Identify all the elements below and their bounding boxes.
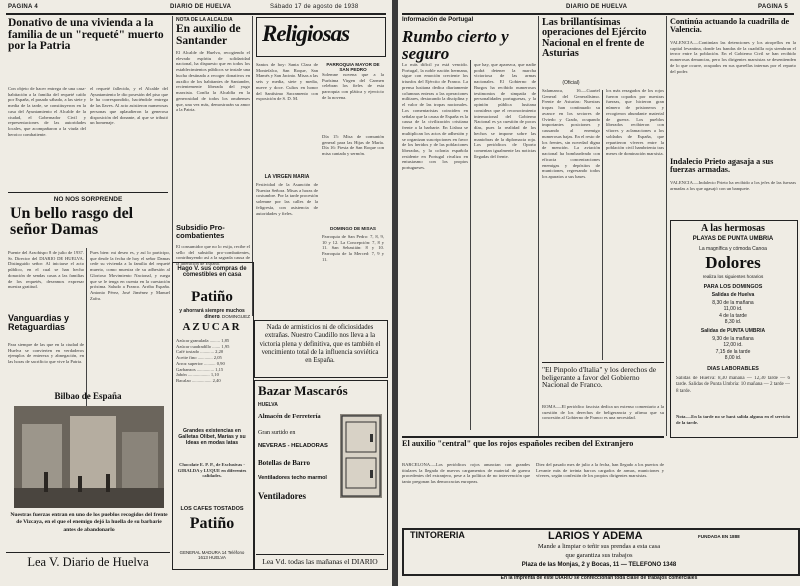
column-rule bbox=[538, 16, 539, 436]
ad-salidas-huelva: Salidas de Huelva bbox=[711, 292, 755, 298]
bottom-ad: Lea V. Diario de Huelva bbox=[27, 555, 149, 569]
price-list: Azúcar granulada ......... 1,85 Azúcar cuadradillo ....... 1,95 Café tostado ............ 2,20 Aceite fino ............. 2,05 Arroz superior .......... 0,90 Garbanzos ............... 1,15 Jabón ................... 1,10 Bacalao ................. 2,40 bbox=[176, 338, 230, 384]
article-body: Día 15: Misa de comunión general para las Hijas de María. Día 16: Fiesta de San Roque con misa cantada y sermón. bbox=[322, 134, 384, 157]
subtitle-parroquia: PARROQUIA MAYOR DE SAN PEDRO bbox=[326, 62, 380, 72]
ad-laborables: DIAS LABORABLES bbox=[707, 366, 759, 372]
article-body: Con objeto de hacer entrega de una casa-habitación a la familia del requeté caído por España, el pasado sábado, a las siete y media de la tarde, se constituyeron en la casa del Ayuntamiento el Alcalde de la ciudad, el Gobernador Civil y representaciones de las autoridades locales, que acompañaron a la viuda del heroico combatiente. bbox=[8, 86, 86, 137]
headline-indalecio: Indalecio Prieto agasaja a sus fuerzas armadas. bbox=[670, 157, 774, 175]
tint-line2: que garantiza sus trabajos bbox=[565, 552, 633, 559]
religiosas-title: Religiosas bbox=[262, 21, 350, 46]
headline-vivienda: Donativo de una vivienda a la familia de un "requeté" muerto por la Patria bbox=[8, 17, 164, 53]
ad-patino: Patiño bbox=[191, 289, 233, 305]
article-body: Puente del Arzobispo 8 de julio de 1937. Sr. Director del DIARIO DE HUELVA. Distinguido señor: Al iniciarse el acto público, en el cual se han hecho donación de sendas casas a las familias de los requetés, deseamos expresar nuestra gratitud. bbox=[8, 250, 84, 290]
ad-address: GENERAL MADURA 14 Teléfono 1613 HUELVA bbox=[179, 550, 245, 560]
schedule-laborables: Salidas de Huelva: 8,30 mañana — 12,30 tarde — 6 tarde. Salidas de Punta Umbría: 10 mañana — 2 tarde — 8 tarde. bbox=[676, 376, 790, 394]
bazar-line5: Ventiladores techo marmol bbox=[258, 475, 327, 481]
article-body: El Alcalde de Huelva, recogiendo el elevado espíritu de solidaridad nacional, ha dispuesto que en todos los establecimientos públicos se instale una hucha destinada a recoger donativos en auxilio de los habitantes de Santander, recientemente liberada del yugo marxista. Confía la Alcaldía en la generosidad de todos los onubenses que, una vez más, demostrarán su amor a la Patria. bbox=[176, 50, 250, 113]
tint-founded: FUNDADA EN 1888 bbox=[698, 534, 740, 539]
ad-patino2: Patiño bbox=[189, 515, 235, 532]
schedule-item: 8,30 de la mañana bbox=[712, 300, 754, 306]
subtitle-virgen: LA VIRGEN MARIA bbox=[264, 174, 310, 180]
ad-domingos: PARA LOS DOMINGOS bbox=[703, 284, 763, 290]
section-rule bbox=[402, 436, 664, 438]
article-body: Festividad de la Asunción de Nuestra Señora. Misas a horas de costumbre. Por la tarde procesión solemne por las calles de la feligresía, con asistencia de autoridades y fieles. bbox=[256, 182, 318, 216]
signature: J. DOMINGUEZ bbox=[217, 314, 250, 319]
bilbao-photo bbox=[14, 406, 164, 508]
subtitle-domingo: DOMINGO DE MISAS bbox=[330, 226, 376, 231]
schedule-item: 9,30 de la mañana bbox=[712, 336, 754, 342]
section-portugal: Información de Portugal bbox=[402, 16, 474, 23]
article-body: Para siempre de las que en la ciudad de Huelva se convierten en verdaderos ejemplos de entereza y abnegación, en las horas de sacrificio que vive la Patria. bbox=[8, 342, 84, 365]
schedule-item: 12,00 id. bbox=[723, 342, 743, 349]
bazar-line4: Botellas de Barro bbox=[258, 459, 310, 467]
ad-cafes: LOS CAFES TOSTADOS bbox=[180, 506, 244, 512]
photo-caption-title: Bilbao de España bbox=[54, 391, 122, 401]
section-rule bbox=[542, 362, 664, 363]
headline-auxilio-central: El auxilio "central" que los rojos españoles reciben del Extranjero bbox=[402, 439, 634, 448]
ad-hermosas: A las hermosas bbox=[701, 223, 765, 234]
ad-patino-sub: y ahorrará siempre muchos dinero bbox=[179, 308, 245, 320]
article-body: VALENCIA.—Indalecio Prieto ha recibido a los jefes de las fuerzas armadas a los que agasajó con un banquete. bbox=[670, 180, 796, 191]
article-body: ROMA.—El periódico fascista dedica un extenso comentario a la cuestión de los derechos de beligerancia y afirma que su concesión al Gobierno de Franco es una necesidad. bbox=[542, 404, 664, 421]
section-nota: NOTA DE LA ALCALDIA bbox=[176, 17, 233, 23]
article-body: BARCELONA.—Los periódicos rojos anuncian con grandes titulares la llegada de nuevos cargamentos de material de guerra procedentes del extranjero, pese a la política de no intervención que tanto pregonan las democracias europeas. bbox=[402, 462, 530, 485]
article-body: Parroquia de San Pedro: 7, 8, 9, 10 y 12. La Concepción: 7, 8 y 11. San Sebastián: 8 y 10. Parroquia de la Merced: 7, 9 y 11. bbox=[322, 234, 384, 262]
refrigerator-illustration bbox=[340, 414, 382, 498]
article-body: VALENCIA.—Continúan las detenciones y los atropellos en la capital levantina, donde las bandas de la cuadrilla roja siembran el terror entre la población. En el Gobierno Civil se han recibido numerosas denuncias, pero los dirigentes marxistas se desentienden de lo que ocurre, ocupados en sus querellas internas por el reparto del poder. bbox=[670, 40, 796, 74]
tint-brand: LARIOS Y ADEMA bbox=[548, 530, 643, 542]
section-oficial: (Oficial) bbox=[562, 80, 580, 86]
headline-vanguardias: Vanguardias y Retaguardias bbox=[8, 313, 70, 333]
imprenta-notice: En la Imprenta de este DIARIO se confeccionan toda clase de trabajos comerciales bbox=[500, 575, 698, 581]
schedule-item: 8,00 id. bbox=[724, 354, 742, 361]
header-rule bbox=[402, 13, 794, 15]
headline-rasgo: Un bello rasgo del señor Damas bbox=[10, 205, 134, 239]
header-rule bbox=[6, 13, 386, 15]
armisticio-text: Nada de armisticios ni de oficiosidades extrañas. Nuestro Caudillo nos lleva a la victoria plena y definitiva, que es también el vencimiento total de la influencia soviética en España. bbox=[259, 324, 381, 365]
article-body: Lo más difícil ya está vencido. Portugal, la noble nación hermana, sigue con emoción creciente los triunfos del Ejército de Franco. La prensa lusitana dedica diariamente columnas enteras a las operaciones militares, destacando la disciplina y el valor de las tropas nacionales. Los comentaristas coinciden en señalar que la causa de España es la causa de la civilización cristiana frente a la barbarie. En Lisboa se multiplican los actos de adhesión y se organizan suscripciones en favor de los heridos y de las poblaciones liberadas, y la colonia española residente en Portugal rivaliza en entusiasmo con los propios portugueses. bbox=[402, 62, 468, 171]
article-body: Solemne novena que a la Purísima Virgen del Carmen celebran los fieles de esta parroquia con plática y ejercicio de la novena. bbox=[322, 72, 384, 100]
photo-caption: Nuestras fuerzas entran en uno de los pueblos recogidos del frente de Vizcaya, en el que el enemigo dejó la huella de su barbarie antes de abandonarlo bbox=[10, 512, 168, 533]
left-date-line: Sábado 17 de agosto de 1938 bbox=[270, 4, 359, 10]
bazar-title: Bazar Mascarós bbox=[258, 383, 348, 398]
bazar-line3: NEVERAS - HELADORAS bbox=[258, 443, 328, 449]
left-page bbox=[0, 0, 392, 586]
subtitle-subsidio: Subsidio Pro-combatientes bbox=[176, 223, 225, 240]
headline-pinpolo: "El Pinpolo d'Italia" y los derechos de beligerante a favor del Gobierno Nacional de Franco. bbox=[542, 365, 657, 390]
schedule-huelva bbox=[672, 300, 794, 325]
tint-line1: Mande a limpiar o teñir sus prendas a esta casa bbox=[537, 543, 661, 550]
article-body: Salamanca, 16.—Cuartel General del Generalísimo. Frente de Asturias: Nuestras tropas han continuado su avance en los sectores de Oviedo y Grado, ocupando importantes posiciones y causando al enemigo numerosas bajas. En el resto de los frentes, sin novedad digna de mención. La aviación nacional ha bombardeado con eficacia concentraciones enemigas y depósitos de municiones, regresando todos los aparatos a sus bases. bbox=[542, 88, 600, 180]
schedule-item: 4 de la tarde bbox=[719, 312, 747, 319]
article-body: el requeté fallecido, y el Alcalde del Ayuntamiento le dio posesión del piso que le ha correspondido, haciéndole entrega de las llaves. Al acto asistieron numerosas personas que aplaudieron la generosa disposición del donante, al que se tributó un homenaje. bbox=[90, 86, 168, 126]
article-body: Pues bien: mi deseo es, y así lo participo, que desde la fecha de hoy el señor Damas cede su vivienda a la familia del requeté muerto, como muestra de su adhesión al Glorioso Movimiento Nacional, y ruega que se le tenga en cuenta en la cuestación próxima. Saludo a Franco. Arriba España. Antonio Pérez, José Jiménez y Manuel Zafra. bbox=[90, 250, 170, 301]
tint-address2: Plaza de las Monjas, 2 y Bocas, 11 — TELEFONO 1348 bbox=[521, 562, 677, 568]
ad-dolores: Dolores bbox=[705, 253, 761, 272]
ad-hermosas-sub: La magnífica y cómoda Canoa bbox=[699, 246, 767, 252]
tint-title: TINTORERIA bbox=[410, 530, 465, 540]
headline-santander: En auxilio de Santander bbox=[176, 23, 241, 47]
ad-hagav: Hago V. sus compras de comestibles en casa bbox=[177, 266, 247, 278]
bazar-city: HUELVA bbox=[258, 402, 278, 408]
headline-rumbo: Rumbo cierto y seguro bbox=[402, 27, 509, 64]
article-body: Santos de hoy: Santa Clara de Montefalco, San Roque, San Mamés y San Jacinto. Misas a las seis y media, siete y media, nueve y doce. Cultos en honor del Santísimo Sacramento con exposición de S. D. M. bbox=[256, 62, 318, 102]
ad-playas: PLAYAS DE PUNTA UMBRIA bbox=[692, 236, 774, 242]
schedule-item: 8,30 id. bbox=[724, 318, 742, 325]
section-rule bbox=[8, 192, 168, 193]
section-no-sorprende: NO NOS SORPRENDE bbox=[53, 196, 123, 203]
ad-salidas-punta: Salidas de PUNTA UMBRIA bbox=[700, 328, 766, 334]
headline-valencia: Continúa actuando la cuadrilla de Valencia. bbox=[670, 17, 790, 35]
section-rule bbox=[256, 554, 384, 555]
bazar-line6: Ventiladores bbox=[258, 491, 307, 501]
bazar-line2: Gran surtido en bbox=[258, 430, 296, 436]
schedule-punta bbox=[672, 336, 794, 361]
article-body: los más rezagados de los rojos fueron copados por nuestras fuerzas, que hicieron gran número de prisioneros y recogieron abundante material de guerra. Los pueblos liberados recibieron con vítores y aclamaciones a los soldados de España, que repartieron víveres entre la población civil hambrienta tras meses de dominación marxista. bbox=[606, 88, 664, 157]
column-rule bbox=[602, 90, 603, 360]
schedule-item: 11,00 id. bbox=[723, 306, 743, 313]
right-page bbox=[398, 0, 800, 586]
bazar-line1: Almacén de Ferretería bbox=[258, 413, 321, 420]
bazar-footer: Lea Vd. todas las mañanas el DIARIO bbox=[262, 557, 378, 566]
ad-chocolate: Chocolate E. P. P., de Exclusivas - GIRALDA y LUQUE en diferentes calidades. bbox=[177, 462, 247, 479]
article-body: El consumidor que no lo exija, recibe el sello del subsidio pro-combatientes, contribuyendo así a la sagrada causa de la liberación de España. bbox=[176, 244, 250, 267]
schedule-item: 7,15 de la tarde bbox=[715, 348, 751, 355]
section-rule bbox=[6, 552, 170, 553]
column-rule bbox=[470, 60, 471, 430]
left-masthead: DIARIO DE HUELVA bbox=[170, 4, 232, 10]
ad-dolores-sub: realiza los siguientes horarios bbox=[702, 274, 764, 279]
ad-clasificacion: Grandes existencias en Galletas Olibet, Marías y su Ideas en modas latas bbox=[178, 428, 246, 447]
ad-azucar: AZUCAR bbox=[182, 321, 242, 333]
column-rule bbox=[666, 16, 667, 436]
article-body: que hay, que aparezca, que nadie podrá detener la marcha victoriosa de las armas nacionales. El Gobierno de Burgos ha recibido numerosos testimonios de simpatía de personalidades portuguesas, y la opinión pública lusitana considera que el reconocimiento internacional del Gobierno Nacional es ya cuestión de pocos días, pues la realidad de los hechos se impone sobre las maniobras de la diplomacia roja. Los periódicos de Oporto comentan igualmente las noticias llegadas del frente. bbox=[474, 62, 536, 159]
right-masthead: DIARIO DE HUELVA bbox=[566, 4, 628, 10]
headline-brillantisimas: Las brillantísimas operaciones del Ejército Nacional en el frente de Asturias bbox=[542, 17, 647, 60]
left-page-label: PAGINA 4 bbox=[8, 4, 39, 10]
ad-nota: Nota.—En la tarde no se hará salida alguna en el servicio de la tarde. bbox=[676, 414, 790, 425]
right-page-label: PAGINA 5 bbox=[758, 4, 789, 10]
article-body: Diez del pasado mes de julio a la fecha, han llegado a los puertos de Levante más de treinta barcos cargados de armas, municiones y víveres, según confesión de los propios dirigentes marxistas. bbox=[536, 462, 664, 479]
